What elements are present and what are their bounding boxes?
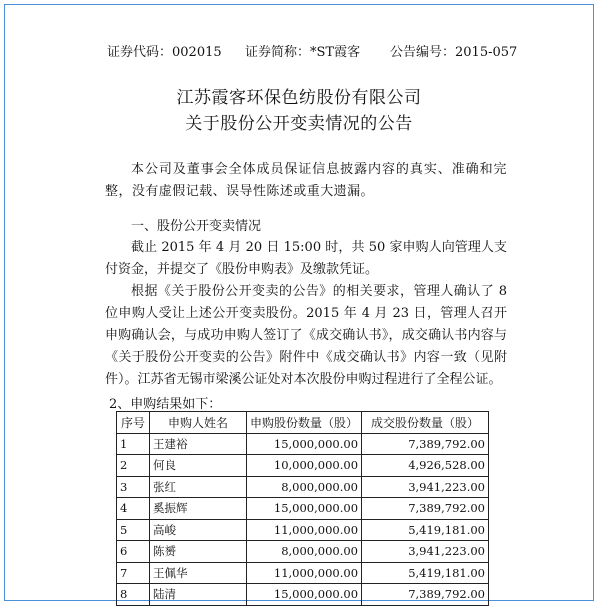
row-subscribed: 11,000,000.00: [247, 562, 362, 584]
table-row: [117, 584, 489, 606]
row-no: 1: [117, 433, 150, 455]
row-dealt: 7,389,792.00: [362, 498, 489, 520]
table-row: [117, 519, 489, 541]
row-subscribed: 10,000,000.00: [247, 455, 362, 477]
section1-heading: 一、股份公开变卖情况: [131, 219, 262, 234]
row-dealt: 7,389,792.00: [362, 433, 489, 455]
row-no: 2: [117, 455, 150, 477]
company-title: 江苏霞客环保色纺股份有限公司: [176, 88, 422, 108]
row-dealt: 3,941,223.00: [362, 476, 489, 498]
row-no: 6: [117, 541, 150, 563]
row-name: 王佩华: [150, 562, 247, 584]
subscription-results-table: [116, 411, 489, 606]
table-header-row: [117, 412, 489, 434]
row-name: 张红: [150, 476, 247, 498]
notice-title: 关于股份公开变卖情况的公告: [185, 114, 413, 134]
table-row: [117, 562, 489, 584]
table-row: [117, 498, 489, 520]
row-no: 4: [117, 498, 150, 520]
row-name: 何良: [150, 455, 247, 477]
row-dealt: 5,419,181.00: [362, 562, 489, 584]
table-row: [117, 433, 489, 455]
row-name: 王建裕: [150, 433, 247, 455]
row-name: 陈赟: [150, 541, 247, 563]
row-subscribed: 8,000,000.00: [247, 541, 362, 563]
header-no: 序号: [117, 412, 150, 434]
security-short-name: 证券简称：*ST霞客: [245, 45, 361, 60]
section1-paragraph-1: 截止 2015 年 4 月 20 日 15:00 时，共 50 家申购人向管理人支付资金，并提交了《股份申购表》及缴款凭证。: [105, 240, 507, 277]
row-subscribed: 15,000,000.00: [247, 433, 362, 455]
row-name: 陆清: [150, 584, 247, 606]
row-dealt: 3,941,223.00: [362, 541, 489, 563]
notice-number: 公告编号：2015-057: [390, 45, 518, 60]
header-dealt: 成交股份数量（股）: [362, 412, 489, 434]
table-row: [117, 541, 489, 563]
header-name: 申购人姓名: [150, 412, 247, 434]
row-no: 3: [117, 476, 150, 498]
row-subscribed: 8,000,000.00: [247, 476, 362, 498]
row-subscribed: 15,000,000.00: [247, 584, 362, 606]
row-dealt: 5,419,181.00: [362, 519, 489, 541]
disclosure-statement: 本公司及董事会全体成员保证信息披露内容的真实、准确和完整，没有虚假记载、误导性陈述或重大遗漏。: [105, 162, 507, 199]
row-subscribed: 15,000,000.00: [247, 498, 362, 520]
table-row: [117, 476, 489, 498]
row-no: 8: [117, 584, 150, 606]
header-subscribed: 申购股份数量（股）: [247, 412, 362, 434]
security-code: 证券代码：002015: [107, 45, 222, 60]
row-name: 奚振辉: [150, 498, 247, 520]
section1-paragraph-2: 根据《关于股份公开变卖的公告》的相关要求，管理人确认了 8 位申购人受让上述公开变卖股份。2015 年 4 月 23 日，管理人召开申购确认会，与成功申购人签订了《成交确认书》，成交确认书内容与《关于股份公开变卖的公告》附件中《成交确认书》内容一致（见附件）。江苏省无锡市梁溪公证处对本次股份申购过程进行了全程公证。: [105, 284, 507, 387]
row-name: 高峻: [150, 519, 247, 541]
row-subscribed: 11,000,000.00: [247, 519, 362, 541]
row-no: 5: [117, 519, 150, 541]
row-dealt: 7,389,792.00: [362, 584, 489, 606]
table-row: [117, 455, 489, 477]
section2-heading: 2、申购结果如下：: [109, 397, 222, 412]
row-dealt: 4,926,528.00: [362, 455, 489, 477]
row-no: 7: [117, 562, 150, 584]
